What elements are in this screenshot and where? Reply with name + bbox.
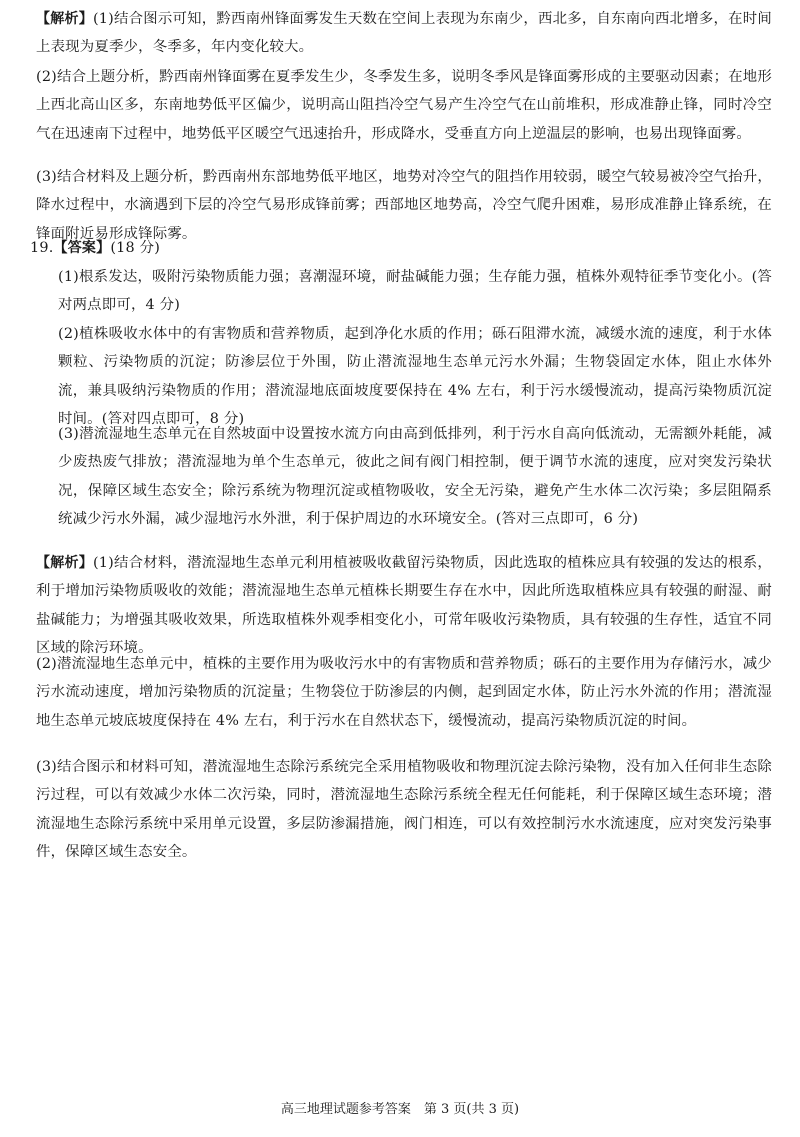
page-footer: 高三地理试题参考答案 第 3 页(共 3 页)	[280, 1102, 520, 1117]
q19-analysis-part3: (3)结合图示和材料可知，潜流湿地生态除污系统完全采用植物吸收和物理沉淀去除污染物，没有加入任何非生态除污过程，可以有效减少水体二次污染，同时，潜流湿地生态除污系统全程无任何能耗，利于保障区域生态环境；潜流湿地生态除污系统中采用单元设置，多层防渗漏措施，阀门相连，可以有效控制污水水流速度，应对突发污染事件，保障区域生态安全。	[36, 759, 772, 861]
q19-answer-1: (1)根系发达，吸附污染物质能力强；喜潮湿环境，耐盐碱能力强；生存能力强，植株外观特征季节变化小。(答对两点即可，4 分)	[58, 269, 772, 314]
question-number: 19.	[30, 240, 54, 256]
score: (18 分)	[110, 240, 161, 256]
q18-analysis-part3: (3)结合材料及上题分析，黔西南州东部地势低平地区，地势对冷空气的阻挡作用较弱，暖空气较易被冷空气抬升，降水过程中，水滴遇到下层的冷空气易形成锋前雾；西部地区地势高，冷空气爬升困难，易形成准静止锋系统，在锋面附近易形成锋际雾。	[36, 169, 772, 242]
q18-analysis-part2: (2)结合上题分析，黔西南州锋面雾在夏季发生少，冬季发生多，说明冬季风是锋面雾形成的主要驱动因素；在地形上西北高山区多，东南地势低平区偏少，说明高山阻挡冷空气易产生冷空气在山前堆积，形成准静止锋，同时冷空气在迅速南下过程中，地势低平区暖空气迅速抬升，形成降水，受垂直方向上逆温层的影响，也易出现锋面雾。	[36, 69, 772, 142]
q18-analysis-part1	[36, 5, 772, 62]
q19-analysis-part1	[36, 549, 772, 663]
q19-answer-2: (2)植株吸收水体中的有害物质和营养物质，起到净化水质的作用；砾石阻滞水流，减缓水流的速度，利于水体颗粒、污染物质的沉淀；防渗层位于外围，防止潜流湿地生态单元污水外漏；生物袋固定水体，阻止水体外流，兼具吸纳污染物质的作用；潜流湿地底面坡度要保持在 4% 左右，利于污水缓慢流动，提高污染物质沉淀时间。(答对四点即可，8 分)	[58, 326, 772, 428]
analysis-tag: 【解析】	[36, 11, 93, 27]
analysis-tag: 【解析】	[36, 555, 93, 571]
q19-answer-3: (3)潜流湿地生态单元在自然坡面中设置按水流方向由高到低排列，利于污水自高向低流动，无需额外耗能，减少废热废气排放；潜流湿地为单个生态单元，彼此之间有阀门相控制，便于调节水流的速度，应对突发污染状况，保障区域生态安全；除污系统为物理沉淀或植物吸收，安全无污染，避免产生水体二次污染；多层阻隔系统减少污水外漏，减少湿地污水外泄，利于保护周边的水环境安全。(答对三点即可，6 分)	[58, 426, 772, 528]
answer-tag: 【答案】	[53, 240, 111, 256]
q19-heading	[30, 234, 770, 262]
analysis-text: (1)结合图示可知，黔西南州锋面雾发生天数在空间上表现为东南少，西北多，自东南向西北增多，在时间上表现为夏季少，冬季多，年内变化较大。	[36, 11, 772, 56]
analysis-text: (1)结合材料，潜流湿地生态单元利用植被吸收截留污染物质，因此选取的植株应具有较强的发达的根系，利于增加污染物质吸收的效能；潜流湿地生态单元植株长期要生存在水中，因此所选取植株应具有较强的耐湿、耐盐碱能力；为增强其吸收效果，所选取植株外观季相变化小，可常年吸收污染物质，具有较强的生存性，适宜不同区域的除污环境。	[36, 555, 772, 657]
q19-analysis-part2: (2)潜流湿地生态单元中，植株的主要作用为吸收污水中的有害物质和营养物质；砾石的主要作用为存储污水，减少污水流动速度，增加污染物质的沉淀量；生物袋位于防渗层的内侧，起到固定水体，防止污水外流的作用；潜流湿地生态单元坡底坡度保持在 4% 左右，利于污水在自然状态下，缓慢流动，提高污染物质沉淀的时间。	[36, 656, 772, 729]
